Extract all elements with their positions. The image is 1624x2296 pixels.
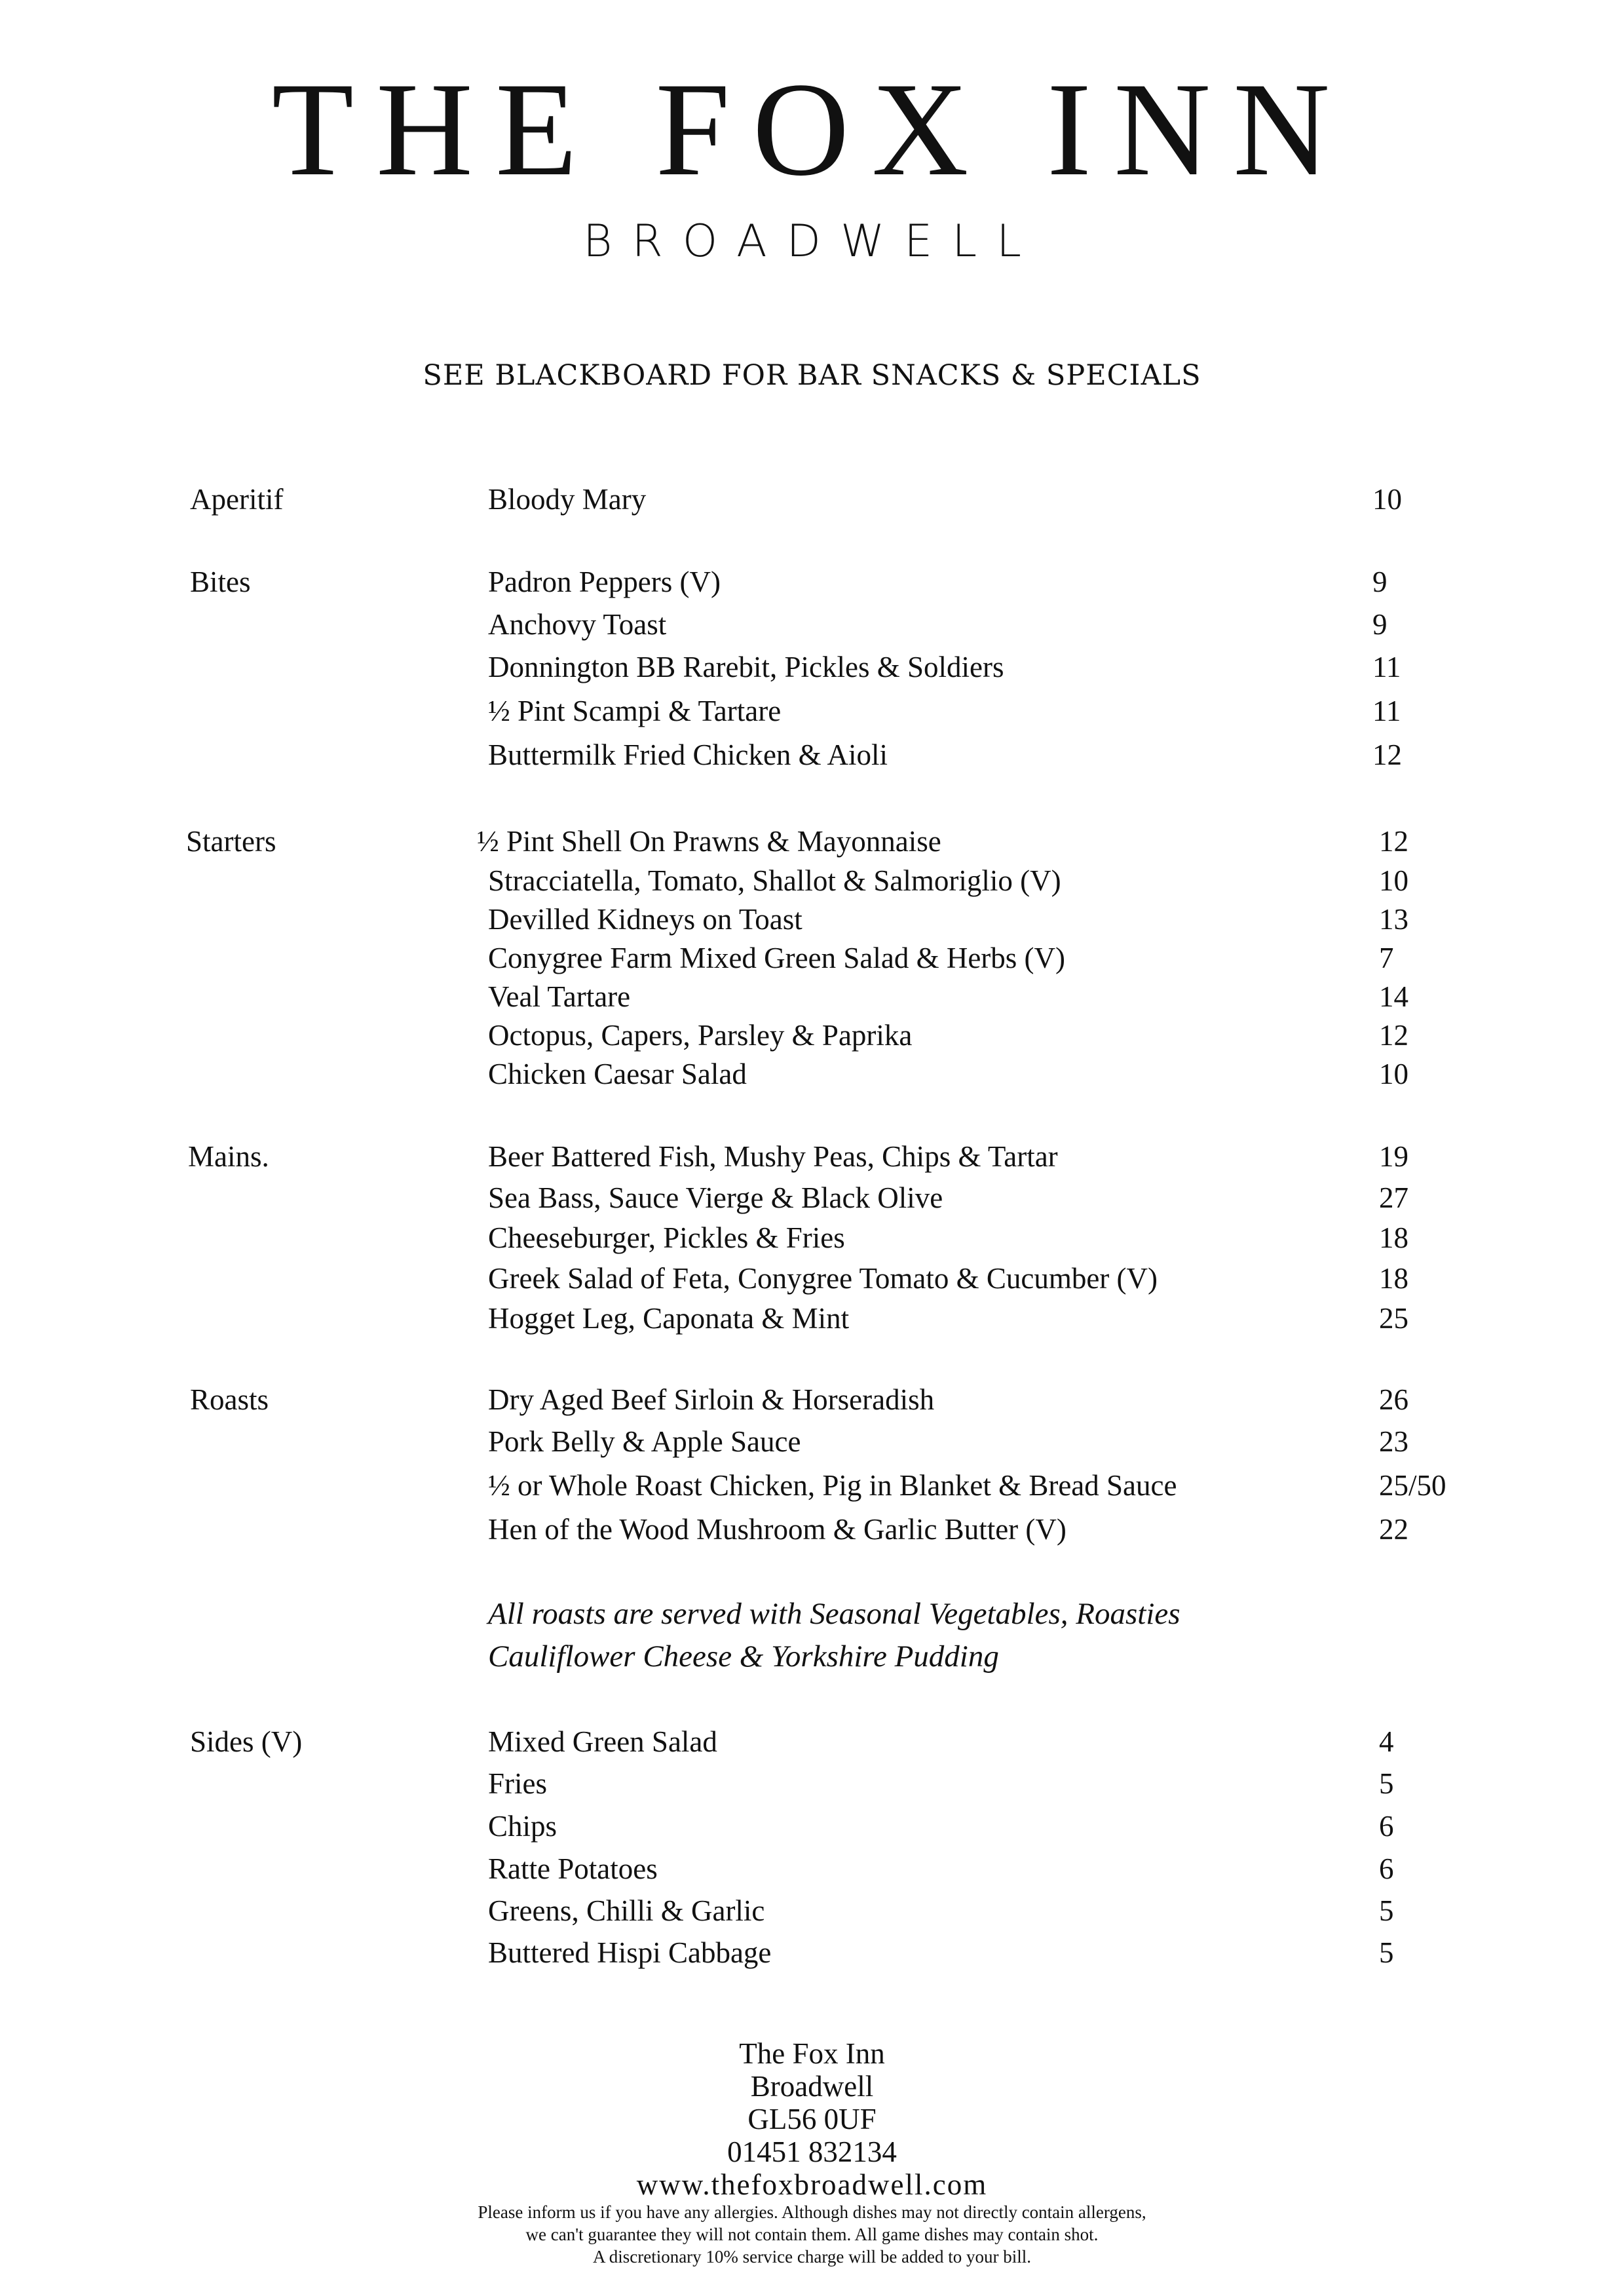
- menu-item-name: Octopus, Capers, Parsley & Paprika: [488, 1019, 913, 1052]
- menu-item-price: 25: [1379, 1302, 1408, 1335]
- menu-item-name: Devilled Kidneys on Toast: [488, 903, 803, 936]
- menu-item-name: Donnington BB Rarebit, Pickles & Soldiers: [488, 651, 1004, 683]
- menu-item-name: Buttermilk Fried Chicken & Aioli: [488, 738, 888, 771]
- section-heading-mains: Mains.: [188, 1140, 269, 1173]
- menu-item-name: Padron Peppers (V): [488, 565, 721, 598]
- allergy-notice: Please inform us if you have any allergies. Although dishes may not directly contain allergens,: [478, 2202, 1146, 2222]
- menu-item-name: Anchovy Toast: [488, 608, 667, 641]
- footer-town: Broadwell: [750, 2070, 874, 2103]
- menu-item-price: 6: [1379, 1810, 1394, 1843]
- allergy-notice: we can't guarantee they will not contain them. All game dishes may contain shot.: [525, 2225, 1099, 2244]
- menu-item-name: Ratte Potatoes: [488, 1852, 658, 1885]
- menu-item-price: 10: [1372, 483, 1402, 516]
- menu-item-price: 4: [1379, 1725, 1394, 1758]
- menu-item-name: Buttered Hispi Cabbage: [488, 1936, 772, 1969]
- menu-item-price: 12: [1372, 738, 1402, 771]
- menu-item-price: 27: [1379, 1181, 1408, 1214]
- menu-item-price: 25/50: [1379, 1469, 1446, 1502]
- menu-item-price: 23: [1379, 1425, 1408, 1458]
- menu-item-price: 7: [1379, 942, 1394, 974]
- menu-item-name: Mixed Green Salad: [488, 1725, 717, 1758]
- menu-item-name: Pork Belly & Apple Sauce: [488, 1425, 801, 1458]
- roasts-note: Cauliflower Cheese & Yorkshire Pudding: [488, 1639, 999, 1674]
- menu-item-price: 14: [1379, 980, 1408, 1013]
- menu-item-name: Hogget Leg, Caponata & Mint: [488, 1302, 850, 1335]
- menu-item-price: 13: [1379, 903, 1408, 936]
- menu-item-name: Beer Battered Fish, Mushy Peas, Chips & Tartar: [488, 1140, 1058, 1173]
- footer-postcode: GL56 0UF: [747, 2103, 877, 2135]
- menu-item-price: 6: [1379, 1852, 1394, 1885]
- footer-name: The Fox Inn: [739, 2037, 885, 2070]
- menu-item-price: 22: [1379, 1513, 1408, 1546]
- section-heading-aperitif: Aperitif: [190, 483, 284, 516]
- footer-website: www.thefoxbroadwell.com: [636, 2168, 988, 2201]
- menu-item-price: 19: [1379, 1140, 1408, 1173]
- menu-item-name: ½ or Whole Roast Chicken, Pig in Blanket & Bread Sauce: [488, 1469, 1177, 1502]
- menu-item-price: 11: [1372, 651, 1401, 683]
- menu-item-price: 5: [1379, 1894, 1394, 1927]
- roasts-note: All roasts are served with Seasonal Vegetables, Roasties: [488, 1597, 1180, 1631]
- menu-item-name: Sea Bass, Sauce Vierge & Black Olive: [488, 1181, 943, 1214]
- menu-item-name: Conygree Farm Mixed Green Salad & Herbs (V): [488, 942, 1066, 974]
- menu-item-name: Greek Salad of Feta, Conygree Tomato & Cucumber (V): [488, 1262, 1158, 1295]
- menu-item-name: Greens, Chilli & Garlic: [488, 1894, 765, 1927]
- specials-notice: SEE BLACKBOARD FOR BAR SNACKS & SPECIALS: [423, 359, 1201, 392]
- service-charge-notice: A discretionary 10% service charge will be added to your bill.: [592, 2247, 1032, 2267]
- section-heading-roasts: Roasts: [190, 1383, 269, 1416]
- section-heading-sides: Sides (V): [190, 1725, 303, 1758]
- menu-item-price: 18: [1379, 1262, 1408, 1295]
- menu-item-price: 10: [1379, 1058, 1408, 1090]
- restaurant-title: THE FOX INN: [271, 55, 1353, 204]
- menu-item-name: Dry Aged Beef Sirloin & Horseradish: [488, 1383, 935, 1416]
- menu-item-price: 11: [1372, 695, 1401, 727]
- menu-item-price: 12: [1379, 825, 1408, 858]
- menu-item-name: Fries: [488, 1767, 547, 1800]
- section-heading-starters: Starters: [186, 825, 276, 858]
- menu-item-name: Stracciatella, Tomato, Shallot & Salmoriglio (V): [488, 864, 1061, 897]
- menu-item-name: ½ Pint Scampi & Tartare: [488, 695, 782, 727]
- menu-item-price: 5: [1379, 1767, 1394, 1800]
- footer-phone: 01451 832134: [727, 2135, 897, 2168]
- menu-item-price: 9: [1372, 608, 1388, 641]
- menu-item-name: Veal Tartare: [488, 980, 631, 1013]
- menu-item-price: 12: [1379, 1019, 1408, 1052]
- menu-item-price: 9: [1372, 565, 1388, 598]
- menu-item-price: 5: [1379, 1936, 1394, 1969]
- menu-item-price: 10: [1379, 864, 1408, 897]
- menu-item-name: Chips: [488, 1810, 557, 1843]
- menu-item-name: Cheeseburger, Pickles & Fries: [488, 1221, 845, 1254]
- menu-item-name: Chicken Caesar Salad: [488, 1058, 747, 1090]
- menu-item-price: 18: [1379, 1221, 1408, 1254]
- menu-item-name: Hen of the Wood Mushroom & Garlic Butter (V): [488, 1513, 1067, 1546]
- menu-item-name: Bloody Mary: [488, 483, 647, 516]
- menu-item-name: ½ Pint Shell On Prawns & Mayonnaise: [477, 825, 941, 858]
- section-heading-bites: Bites: [190, 565, 251, 598]
- restaurant-location: BROADWELL: [583, 216, 1041, 267]
- menu-item-price: 26: [1379, 1383, 1408, 1416]
